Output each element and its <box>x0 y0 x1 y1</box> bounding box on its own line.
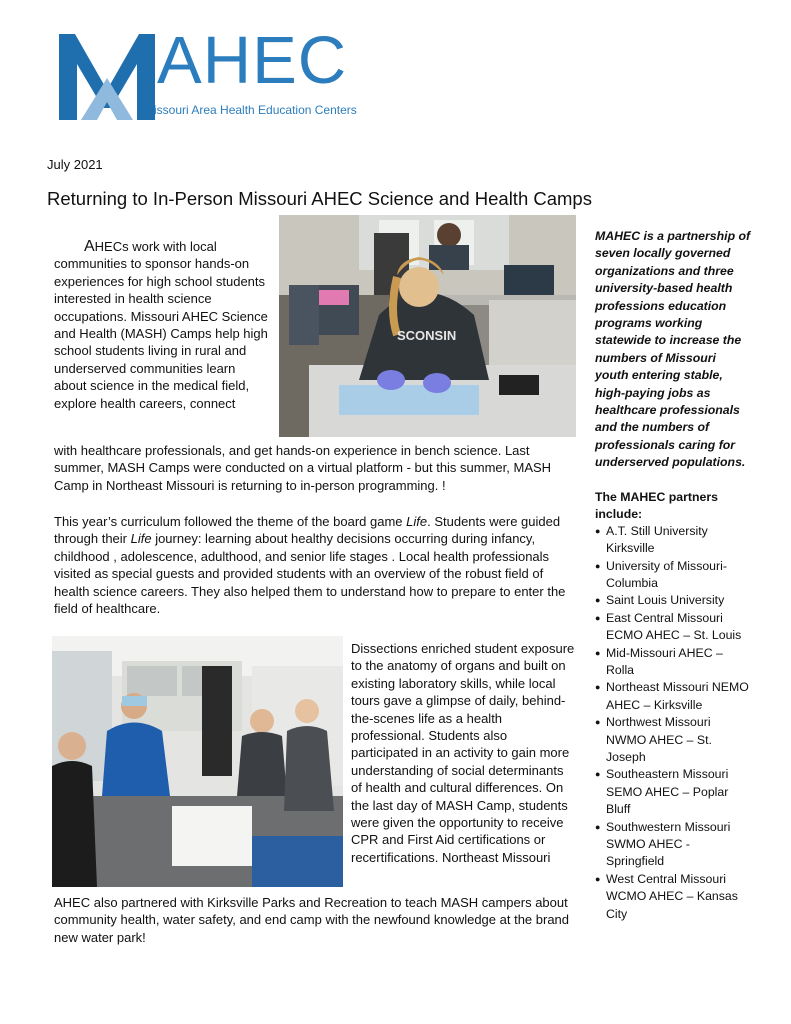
curriculum-text-1: This year’s curriculum followed the theme of the board game <box>54 514 407 529</box>
mahec-logo <box>57 23 367 124</box>
partner-item: ● Southeastern Missouri SEMO AHEC – Poplar Bluff <box>595 766 751 818</box>
partner-item: ● A.T. Still University Kirksville <box>595 523 751 558</box>
partner-item: ● University of Missouri-Columbia <box>595 558 751 593</box>
article-title: Returning to In-Person Missouri AHEC Science and Health Camps <box>47 188 592 209</box>
partner-item: ● Northeast Missouri NEMO AHEC – Kirksville <box>595 679 751 714</box>
curriculum-journey-name: Life <box>130 531 152 547</box>
intro-lead-text: HECs work with local communities to sponsor hands-on experiences for high school students interested in health science occupations. Missouri AHEC Science and Health (MASH) Camps help high school students living in rural and underserved communities learn about science in the medical field, explore health careers, connect <box>54 239 268 411</box>
partner-item: ● Mid-Missouri AHEC – Rolla <box>595 645 751 680</box>
mission-statement: MAHEC is a partnership of seven locally governed organizations and three university-based health professions education programs working statewide to increase the numbers of Missouri youth entering stable, high-paying jobs as healthcare professionals and the numbers of professionals caring for underserved populations. <box>595 229 751 470</box>
logo-wordmark: AHEC <box>157 23 348 98</box>
photo-student-dissection <box>279 215 576 437</box>
curriculum-text-2: . Students were guided through their <box>54 514 561 547</box>
logo-tagline: issouri Area Health Education Centers <box>154 103 357 117</box>
intro-paragraph <box>54 238 269 412</box>
intro-paragraph-continued: with healthcare professionals, and get hands-on experience in bench science. Last summer, MASH Camps were conducted on a virtual platform - but this summer, MASH Camp in Northeast Missouri is returning to in-person programming. ! <box>54 443 552 493</box>
sidebar <box>595 228 751 923</box>
activities-paragraph-continued: AHEC also partnered with Kirksville Parks and Recreation to teach MASH campers about community health, water safety, and end camp with the newfound knowledge at the brand new water park! <box>54 895 570 945</box>
curriculum-game-name: Life <box>406 514 428 529</box>
partner-item: ● Southwestern Missouri SWMO AHEC - Springfield <box>595 819 751 871</box>
partners-list <box>595 523 751 923</box>
curriculum-paragraph <box>54 513 574 617</box>
partner-item: ● West Central Missouri WCMO AHEC – Kansas City <box>595 871 751 923</box>
issue-date: July 2021 <box>47 157 103 172</box>
photo-ambulance-tour <box>52 636 343 887</box>
partner-item: ● Northwest Missouri NWMO AHEC – St. Joseph <box>595 714 751 766</box>
partner-item: ● Saint Louis University <box>595 592 751 609</box>
partner-item: ● East Central Missouri ECMO AHEC – St. Louis <box>595 610 751 645</box>
shirt-lettering: SCONSIN <box>397 328 457 343</box>
curriculum-text-3: journey: learning about healthy decisions occurring during infancy, childhood , adolescence, adulthood, and senior life stages . Local health professionals visited as special guests and provided students with an overview of the robust field of health science careers. They also helped them to understand how to prepare to enter the field of healthcare. <box>54 531 566 617</box>
mahec-m-mark <box>57 30 157 122</box>
intro-dropcap: A <box>84 238 95 255</box>
activities-paragraph: Dissections enriched student exposure to the anatomy of organs and built on existing laboratory skills, while local tours gave a glimpse of daily, behind-the-scenes life as a health professional. Students also participated in an activity to gain more understanding of social determinants of health and cultural differences. On the last day of MASH Camp, students were given the opportunity to receive CPR and First Aid certifications or recertifications. Northeast Missouri <box>351 641 575 865</box>
partners-heading: The MAHEC partners include: <box>595 489 718 521</box>
